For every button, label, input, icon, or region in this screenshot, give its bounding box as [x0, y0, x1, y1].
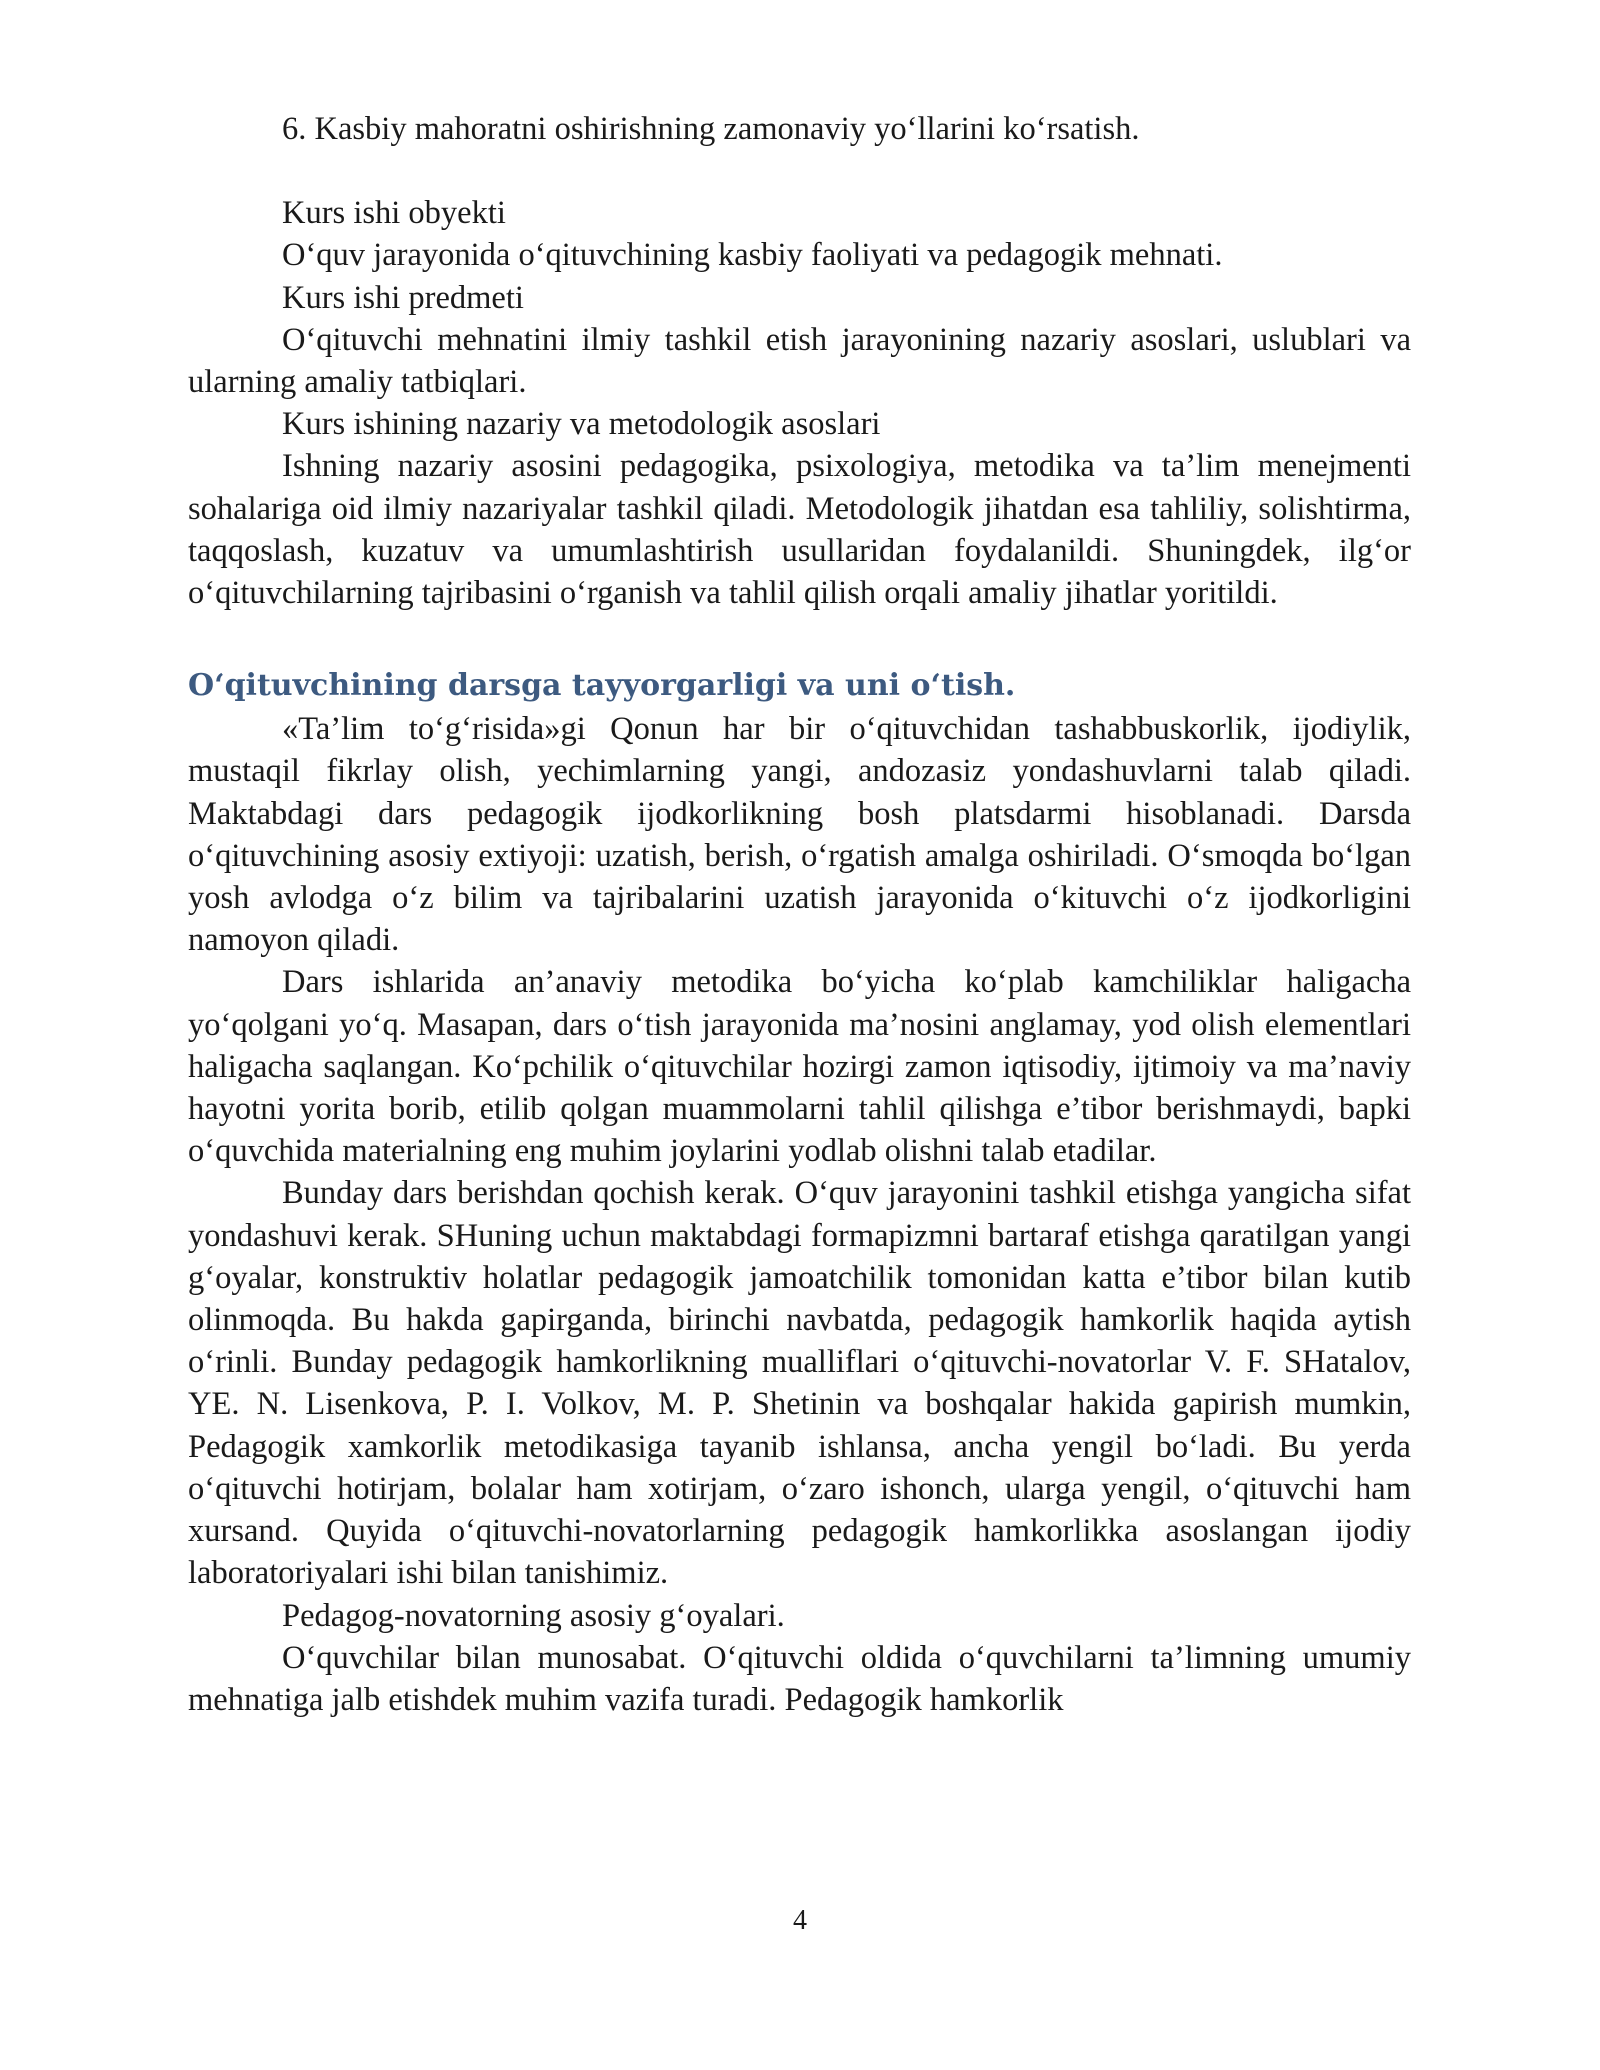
section-paragraph-5: O‘quvchilar bilan munosabat. O‘qituvchi oldida o‘quvchilarni ta’limning umumiy mehnatiga jalb etishdek muhim vazifa turadi. Pedagogik hamkorlik [188, 1639, 1411, 1718]
object-text: O‘quv jarayonida o‘qituvchining kasbiy faoliyati va pedagogik mehnati. [282, 237, 1223, 274]
section-heading: O‘qituvchining darsga tayyorgarligi va uni o‘tish. [188, 668, 1016, 704]
list-item-6: 6. Kasbiy mahoratni oshirishning zamonaviy yo‘llarini ko‘rsatish. [282, 111, 1140, 147]
section-paragraph-3: Bunday dars berishdan qochish kerak. O‘quv jarayonini tashkil etishga yangicha sifat yondashuvi kerak. SHuning uchun maktabdagi formapizmni bartaraf etishga qaratilgan yangi g‘oyalar, konstruktiv holatlar pedagogik jamoatchilik tomonidan katta e’tibor bilan kutib olinmoqda. Bu hakda gapirganda, birinchi navbatda, pedagogik hamkorlik haqida aytish o‘rinli. Bunday pedagogik hamkorlikning mualliflari o‘qituvchi-novatorlar V. F. SHatalov, YE. N. Lisenkova, P. I. Volkov, M. P. Shetinin va boshqalar hakida gapirish mumkin, Pedagogik xamkorlik metodikasiga tayanib ishlansa, ancha yengil bo‘ladi. Bu yerda o‘qituvchi hotirjam, bolalar ham xotirjam, o‘zaro ishonch, ularga yengil, o‘qituvchi ham xursand. Quyida o‘qituvchi-novatorlarning pedagogik hamkorlikka asoslangan ijodiy laboratoriyalari ishi bilan tanishimiz. [188, 1175, 1411, 1592]
object-title: Kurs ishi obyekti [282, 195, 506, 232]
subject-title: Kurs ishi predmeti [282, 279, 524, 316]
section-spacer [188, 614, 1411, 664]
page-number: 4 [793, 1905, 807, 1936]
section-paragraph-1: «Ta’lim to‘g‘risida»gi Qonun har bir o‘qituvchidan tashabbuskorlik, ijodiylik, mustaqil fikrlay olish, yechimlarning yangi, andozasiz yondashuvlarni talab qiladi. Maktabdagi dars pedagogik ijodkorlikning bosh platsdarmi hisoblanadi. Darsda o‘qituvchining asosiy extiyoji: uzatish, berish, o‘rgatish amalga oshiriladi. O‘smoqda bo‘lgan yosh avlodga o‘z bilim va tajribalarini uzatish jarayonida o‘kituvchi o‘z ijodkorligini namoyon qiladi. [188, 711, 1411, 959]
subject-text: O‘qituvchi mehnatini ilmiy tashkil etish jarayonining nazariy asoslari, uslublari va ularning amaliy tatbiqlari. [188, 321, 1411, 401]
blank-line [188, 150, 1411, 192]
page-content [188, 108, 1411, 1721]
section-paragraph-4: Pedagog-novatorning asosiy g‘oyalari. [282, 1597, 785, 1634]
section-paragraph-2: Dars ishlarida an’anaviy metodika bo‘yicha ko‘plab kamchiliklar haligacha yo‘qolgani yo‘q. Masapan, dars o‘tish jarayonida ma’nosini anglamay, yod olish elementlari haligacha saqlangan. Ko‘pchilik o‘qituvchilar hozirgi zamon iqtisodiy, ijtimoiy va ma’naviy hayotni yorita borib, etilib qolgan muammolarni tahlil qilishga e’tibor berishmaydi, bapki o‘quvchida materialning eng muhim joylarini yodlab olishni talab etadilar. [188, 964, 1411, 1170]
foundations-title: Kurs ishining nazariy va metodologik asoslari [282, 406, 881, 443]
foundations-text: Ishning nazariy asosini pedagogika, psixologiya, metodika va ta’lim menejmenti sohalariga oid ilmiy nazariyalar tashkil qiladi. Metodologik jihatdan esa tahliliy, solishtirma, taqqoslash, kuzatuv va umumlashtirish usullaridan foydalanildi. Shuningdek, ilg‘or o‘qituvchilarning tajribasini o‘rganish va tahlil qilish orqali amaliy jihatlar yoritildi. [188, 448, 1411, 612]
